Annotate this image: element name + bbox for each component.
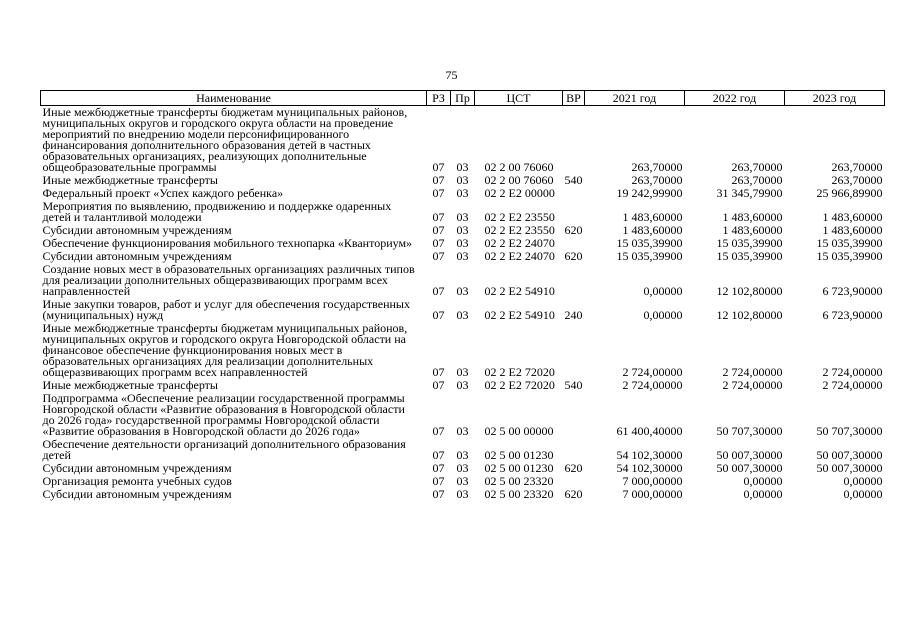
row-vr: 540 [564,378,583,392]
row-cst: 02 2 00 76060 [484,173,554,187]
row-2021: 0,00000 [643,308,683,322]
row-pr: 03 [456,474,469,488]
page-number: 75 [445,68,458,82]
header-2023: 2023 год [785,91,885,106]
row-2021: 263,70000 [631,160,683,174]
row-name: Иные межбюджетные трансферты [42,378,218,392]
row-name: Иные межбюджетные трансферты бюджетам муниципальных районов, муниципальных округов и городского округа Новгородской области на финансовое обеспечение функционирования новых мест в образовательных организациях для реализации дополнительных общеразвивающих программ всех направленностей [42,321,408,379]
row-2021: 1 483,60000 [622,223,683,237]
row-2022: 50 007,30000 [716,461,783,475]
row-name: Субсидии автономным учреждениям [42,461,232,475]
row-2023: 25 966,89900 [816,186,883,200]
row-2022: 50 707,30000 [716,424,783,438]
row-2023: 1 483,60000 [822,223,883,237]
row-2023: 263,70000 [831,173,883,187]
row-2022: 2 724,00000 [722,378,783,392]
row-pr: 03 [456,186,469,200]
row-2022: 15 035,39900 [716,236,783,250]
row-pr: 03 [456,448,469,462]
row-rz: 07 [432,378,445,392]
row-2023: 263,70000 [831,160,883,174]
row-name: Обеспечение деятельности организаций дополнительного образования детей [42,437,406,462]
row-2021: 2 724,00000 [622,378,683,392]
row-cst: 02 2 00 76060 [484,160,554,174]
row-rz: 07 [432,186,445,200]
row-2022: 263,70000 [731,160,783,174]
row-2022: 12 102,80000 [716,284,783,298]
row-vr [563,322,585,379]
row-vr: 540 [564,173,583,187]
row-2021: 61 400,40000 [616,424,683,438]
row-rz: 07 [432,249,445,263]
table-header [41,91,885,106]
row-pr: 03 [456,378,469,392]
row-2021: 54 102,30000 [616,448,683,462]
row-name: Иные межбюджетные трансферты бюджетам муниципальных районов, муниципальных округов и городского округа области на проведение мероприятий по внедрению модели персонифицированного финансирования дополнительного образования детей в частных образовательных организациях, реализующих дополнительные общеобразовательные программы [42,105,408,174]
row-rz: 07 [432,474,445,488]
table-body [41,106,885,502]
row-vr: 240 [564,308,583,322]
row-name: Субсидии автономным учреждениям [42,249,232,263]
row-name: Обеспечение функционирования мобильного технопарка «Кванториум» [42,236,413,250]
row-vr: 620 [564,461,583,475]
row-pr: 03 [456,424,469,438]
row-vr [563,438,585,462]
row-2023: 50 007,30000 [816,448,883,462]
table-row [41,200,885,224]
row-2023: 50 007,30000 [816,461,883,475]
table-row [41,488,885,501]
row-pr: 03 [456,210,469,224]
row-cst: 02 2 E2 24070 [484,236,555,250]
row-cst: 02 2 E2 23550 [484,223,555,237]
row-2022: 12 102,80000 [716,308,783,322]
row-cst: 02 5 00 01230 [484,461,554,475]
row-name: Организация ремонта учебных судов [42,474,232,488]
row-2022: 263,70000 [731,173,783,187]
row-pr: 03 [456,223,469,237]
table-row [41,106,885,175]
row-cst: 02 5 00 23320 [484,487,554,501]
row-2021: 19 242,99900 [616,186,683,200]
row-2023: 1 483,60000 [822,210,883,224]
row-pr: 03 [456,173,469,187]
row-cst: 02 2 E2 23550 [484,210,555,224]
row-rz: 07 [432,308,445,322]
row-2021: 54 102,30000 [616,461,683,475]
row-name: Иные межбюджетные трансферты [42,173,218,187]
row-2023: 2 724,00000 [822,365,883,379]
row-rz: 07 [432,365,445,379]
row-rz: 07 [432,284,445,298]
header-name: Наименование [41,91,427,106]
row-pr: 03 [456,236,469,250]
table-row [41,322,885,379]
row-cst: 02 5 00 01230 [484,448,554,462]
row-2021: 263,70000 [631,173,683,187]
table-row [41,298,885,322]
row-2023: 6 723,90000 [822,284,883,298]
header-vr: ВР [563,91,585,106]
row-2022: 1 483,60000 [722,210,783,224]
row-rz: 07 [432,173,445,187]
row-2021: 15 035,39900 [616,236,683,250]
row-rz: 07 [432,210,445,224]
row-2023: 6 723,90000 [822,308,883,322]
row-name: Создание новых мест в образовательных организациях различных типов для реализации дополнительных общеразвивающих программ всех направленностей [42,262,415,298]
row-name: Мероприятия по выявлению, продвижению и поддержке одаренных детей и талантливой молодежи [42,199,392,224]
row-2021: 0,00000 [643,284,683,298]
row-vr: 620 [564,249,583,263]
row-pr: 03 [456,308,469,322]
row-rz: 07 [432,448,445,462]
row-vr [563,263,585,298]
header-cst: ЦСТ [475,91,563,106]
row-name: Иные закупки товаров, работ и услуг для обеспечения государственных (муниципальных) нужд [42,297,410,322]
row-cst: 02 2 E2 72020 [484,378,555,392]
row-vr [563,392,585,438]
row-2021: 7 000,00000 [622,474,683,488]
row-rz: 07 [432,223,445,237]
row-2022: 0,00000 [743,474,783,488]
row-cst: 02 5 00 23320 [484,474,554,488]
budget-table [40,90,885,501]
row-cst: 02 5 00 00000 [484,424,554,438]
table-row [41,263,885,298]
row-pr: 03 [456,249,469,263]
header-2021: 2021 год [585,91,685,106]
header-pr: Пр [451,91,475,106]
table-row [41,438,885,462]
row-rz: 07 [432,236,445,250]
row-rz: 07 [432,461,445,475]
row-name: Субсидии автономным учреждениям [42,223,232,237]
row-2023: 2 724,00000 [822,378,883,392]
row-2023: 50 707,30000 [816,424,883,438]
header-rz: РЗ [427,91,451,106]
row-rz: 07 [432,487,445,501]
row-2023: 0,00000 [843,474,883,488]
row-vr: 620 [564,487,583,501]
row-pr: 03 [456,365,469,379]
row-vr: 620 [564,223,583,237]
row-2023: 15 035,39900 [816,236,883,250]
row-vr [563,187,585,200]
row-cst: 02 2 E2 72020 [484,365,555,379]
row-pr: 03 [456,461,469,475]
row-2021: 2 724,00000 [622,365,683,379]
row-2021: 7 000,00000 [622,487,683,501]
row-2022: 0,00000 [743,487,783,501]
row-2021: 1 483,60000 [622,210,683,224]
row-2023: 0,00000 [843,487,883,501]
row-2022: 15 035,39900 [716,249,783,263]
row-vr [563,200,585,224]
row-2022: 50 007,30000 [716,448,783,462]
row-vr [563,106,585,175]
row-2022: 1 483,60000 [722,223,783,237]
row-2022: 2 724,00000 [722,365,783,379]
row-pr: 03 [456,487,469,501]
header-2022: 2022 год [685,91,785,106]
row-2021: 15 035,39900 [616,249,683,263]
table-row [41,392,885,438]
row-cst: 02 2 E2 54910 [484,284,555,298]
row-name: Субсидии автономным учреждениям [42,487,232,501]
row-name: Подпрограмма «Обеспечение реализации государственной программы Новгородской области «Развитие образования в Новгородской области до 2026 года» государственной программы Новгородской области «Развитие образования в Новгородской области до 2026 года» [42,391,405,438]
row-2023: 15 035,39900 [816,249,883,263]
row-name: Федеральный проект «Успех каждого ребенка» [42,186,284,200]
row-2022: 31 345,79900 [716,186,783,200]
row-rz: 07 [432,424,445,438]
row-pr: 03 [456,160,469,174]
row-cst: 02 2 E2 24070 [484,249,555,263]
row-pr: 03 [456,284,469,298]
row-cst: 02 2 E2 00000 [484,186,555,200]
row-rz: 07 [432,160,445,174]
row-cst: 02 2 E2 54910 [484,308,555,322]
